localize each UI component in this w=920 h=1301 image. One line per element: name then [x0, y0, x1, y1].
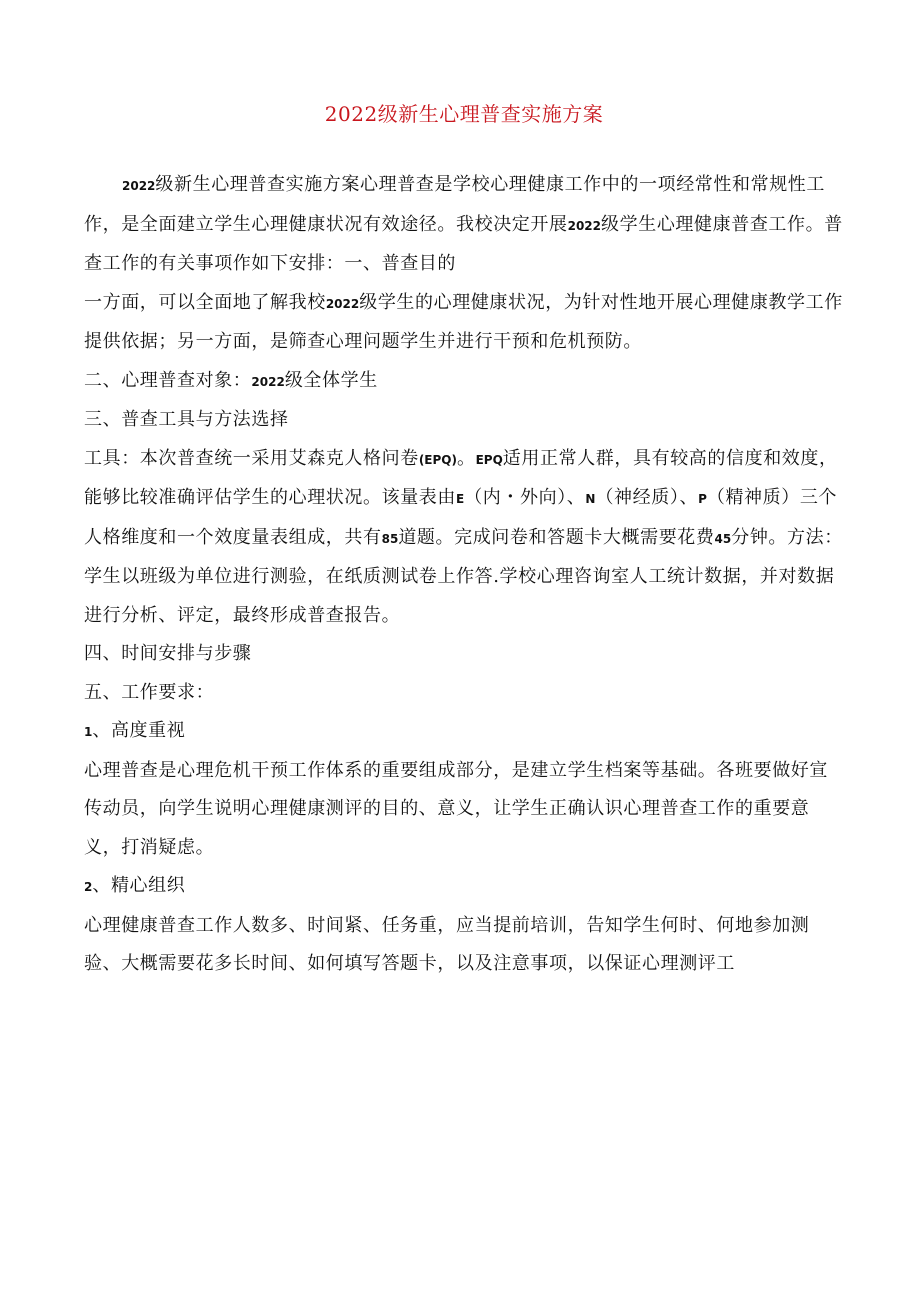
paragraph-req-2-body	[84, 907, 844, 984]
numeral-text: 85	[381, 531, 399, 546]
paragraph-text: 级全体学生	[284, 369, 378, 391]
paragraph-text: 三、普查工具与方法选择	[84, 409, 289, 430]
paragraph-text: （精神质）三个人格维度和一个效度量表组成，共有	[84, 487, 838, 548]
paragraph-text: 、精心组织	[92, 875, 186, 896]
paragraph-text: 四、时间安排与步骤	[84, 643, 252, 664]
document-body	[84, 166, 844, 984]
paragraph-text: 心理普查是心理危机干预工作体系的重要组成部分，是建立学生档案等基础。各班要做好宣传动员，向学生说明心理健康测评的目的、意义，让学生正确认识心理普查工作的重要意义，打消疑虑。	[84, 759, 828, 858]
paragraph-text: 级新生心理普查实施方案心理普查是学校心理健康工作中的一项经常性和常规性工作，是全面建立学生心理健康状况有效途径。我校决定开展	[84, 174, 826, 235]
paragraph-text: 级学生心理健康普查工作。普查工作的有关事项作如下安排：一、普查目的	[84, 213, 843, 274]
paragraph-text: 心理健康普查工作人数多、时间紧、任务重，应当提前培训，告知学生何时、何地参加测验、大概需要花多长时间、如何填写答题卡，以及注意事项，以保证心理测评工	[84, 914, 810, 974]
numeral-text: 2022	[325, 296, 360, 311]
paragraph-text: 。	[456, 447, 476, 469]
paragraph-text: 适用正常人群，具有较高的信度和效度，能够比较准确评估学生的心理状况。该量表由	[84, 447, 838, 508]
numeral-text: EPQ	[475, 452, 503, 467]
paragraph-section-2	[84, 362, 844, 402]
paragraph-text: （神经质）、	[595, 487, 699, 508]
paragraph-section-5	[84, 674, 844, 713]
numeral-text: 2022	[251, 374, 285, 389]
numeral-text: E	[456, 492, 465, 506]
paragraph-text: （内・外向）、	[464, 487, 586, 508]
paragraph-section-4	[84, 635, 844, 674]
paragraph-req-1-body	[84, 752, 844, 868]
paragraph-text: 分钟。方法：学生以班级为单位进行测验，在纸质测试卷上作答.学校心理咨询室人工统计数据，并对数据进行分析、评定，最终形成普查报告。	[84, 526, 843, 626]
paragraph-text: 道题。完成问卷和答题卡大概需要花费	[398, 526, 715, 548]
paragraph-tools	[84, 440, 844, 636]
paragraph-text: 、高度重视	[92, 720, 186, 741]
paragraph-text: 级学生的心理健康状况，为针对性地开展心理健康教学工作提供依据；另一方面，是筛查心理问题学生并进行干预和危机预防。	[84, 291, 843, 352]
numeral-text: N	[585, 492, 596, 506]
numeral-text: (EPQ)	[418, 452, 457, 467]
paragraph-req-1-heading	[84, 712, 844, 752]
paragraph-req-2-heading	[84, 867, 844, 907]
numeral-text: 2022	[122, 179, 156, 193]
paragraph-section-3	[84, 401, 844, 440]
numeral-text: 45	[714, 531, 732, 546]
numeral-text: 1	[84, 725, 93, 739]
numeral-text: 2022	[567, 218, 602, 233]
paragraph-text: 一方面，可以全面地了解我校	[84, 291, 326, 313]
paragraph-intro	[84, 166, 844, 284]
paragraph-text: 二、心理普查对象：	[84, 369, 252, 391]
paragraph-text: 工具：本次普查统一采用艾森克人格问卷	[84, 447, 419, 469]
numeral-text: P	[698, 492, 707, 506]
paragraph-purpose	[84, 284, 844, 362]
paragraph-text: 五、工作要求：	[84, 681, 215, 703]
document-title: 2022级新生心理普查实施方案	[324, 102, 604, 126]
numeral-text: 2	[84, 880, 93, 894]
